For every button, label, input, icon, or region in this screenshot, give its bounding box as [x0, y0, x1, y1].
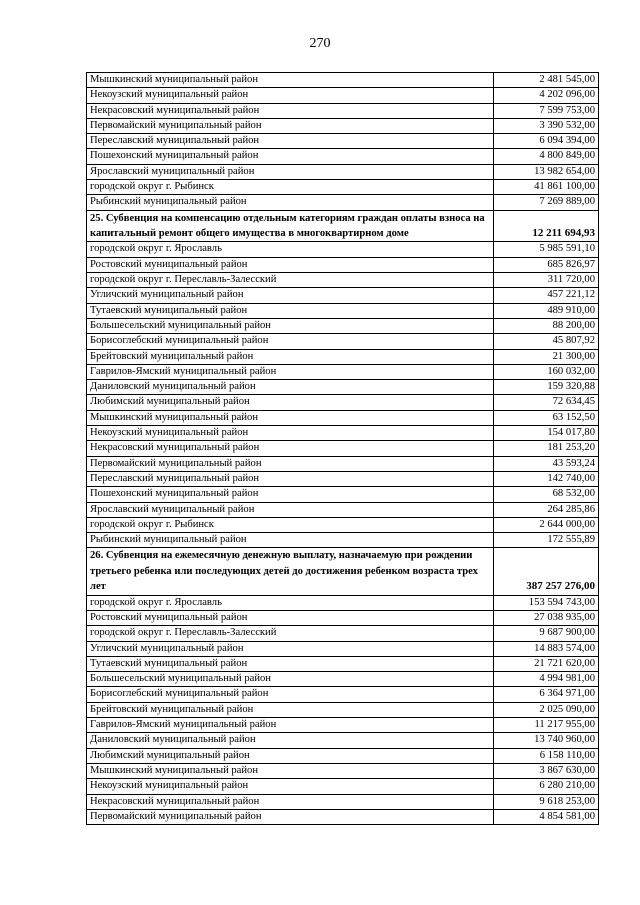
table-row: [87, 349, 599, 364]
amount-cell: 27 038 935,00: [494, 610, 599, 625]
table-row: [87, 471, 599, 486]
municipality-name: Рыбинский муниципальный район: [87, 533, 494, 548]
table-row: [87, 702, 599, 717]
table-row: [87, 180, 599, 195]
amount-cell: 154 017,80: [494, 426, 599, 441]
amount-cell: 4 800 849,00: [494, 149, 599, 164]
amount-cell: 489 910,00: [494, 303, 599, 318]
section-total: 12 211 694,93: [494, 210, 599, 242]
table-row: [87, 441, 599, 456]
municipality-name: Мышкинский муниципальный район: [87, 410, 494, 425]
amount-cell: 21 300,00: [494, 349, 599, 364]
table-row: [87, 334, 599, 349]
amount-cell: 9 687 900,00: [494, 626, 599, 641]
amount-cell: 7 599 753,00: [494, 103, 599, 118]
table-row: [87, 641, 599, 656]
municipality-name: Первомайский муниципальный район: [87, 456, 494, 471]
municipality-name: Переславский муниципальный район: [87, 471, 494, 486]
table-row: [87, 242, 599, 257]
table-row: [87, 533, 599, 548]
municipality-name: Брейтовский муниципальный район: [87, 702, 494, 717]
amount-cell: 160 032,00: [494, 364, 599, 379]
amount-cell: 4 854 581,00: [494, 809, 599, 824]
amount-cell: 159 320,88: [494, 380, 599, 395]
amount-cell: 181 253,20: [494, 441, 599, 456]
municipality-name: городской округ г. Переславль-Залесский: [87, 273, 494, 288]
table-row: [87, 118, 599, 133]
municipality-name: Некоузский муниципальный район: [87, 779, 494, 794]
table-row: [87, 195, 599, 210]
amount-cell: 6 158 110,00: [494, 748, 599, 763]
table-row: [87, 303, 599, 318]
municipality-name: городской округ г. Переславль-Залесский: [87, 626, 494, 641]
amount-cell: 2 025 090,00: [494, 702, 599, 717]
municipality-name: Первомайский муниципальный район: [87, 809, 494, 824]
table-row: [87, 718, 599, 733]
table-row: [87, 610, 599, 625]
table-row: [87, 595, 599, 610]
table-row: [87, 73, 599, 88]
municipality-name: Даниловский муниципальный район: [87, 733, 494, 748]
municipality-name: Любимский муниципальный район: [87, 748, 494, 763]
budget-table-body: [87, 73, 599, 825]
municipality-name: Мышкинский муниципальный район: [87, 73, 494, 88]
table-row: [87, 687, 599, 702]
table-row: [87, 149, 599, 164]
municipality-name: Ростовский муниципальный район: [87, 257, 494, 272]
amount-cell: 5 985 591,10: [494, 242, 599, 257]
municipality-name: Некрасовский муниципальный район: [87, 103, 494, 118]
amount-cell: 21 721 620,00: [494, 656, 599, 671]
table-row: [87, 809, 599, 824]
table-row: [87, 318, 599, 333]
amount-cell: 4 202 096,00: [494, 88, 599, 103]
amount-cell: 6 364 971,00: [494, 687, 599, 702]
table-row: [87, 626, 599, 641]
table-row: [87, 502, 599, 517]
table-row: [87, 763, 599, 778]
table-row: [87, 656, 599, 671]
amount-cell: 264 285,86: [494, 502, 599, 517]
municipality-name: Даниловский муниципальный район: [87, 380, 494, 395]
municipality-name: Мышкинский муниципальный район: [87, 763, 494, 778]
municipality-name: Гаврилов-Ямский муниципальный район: [87, 718, 494, 733]
amount-cell: 72 634,45: [494, 395, 599, 410]
table-row: [87, 88, 599, 103]
municipality-name: Гаврилов-Ямский муниципальный район: [87, 364, 494, 379]
municipality-name: Тутаевский муниципальный район: [87, 656, 494, 671]
section-title: 26. Субвенция на ежемесячную денежную выплату, назначаемую при рождении третьего ребенка или последующих детей до достижения ребенком возраста трех лет: [87, 548, 494, 595]
page-number: 270: [309, 36, 331, 51]
table-row: [87, 257, 599, 272]
amount-cell: 68 532,00: [494, 487, 599, 502]
table-row: [87, 779, 599, 794]
municipality-name: Первомайский муниципальный район: [87, 118, 494, 133]
section-header-row: [87, 548, 599, 595]
table-row: [87, 748, 599, 763]
amount-cell: 2 481 545,00: [494, 73, 599, 88]
table-row: [87, 134, 599, 149]
amount-cell: 142 740,00: [494, 471, 599, 486]
amount-cell: 2 644 000,00: [494, 517, 599, 532]
amount-cell: 6 094 394,00: [494, 134, 599, 149]
municipality-name: городской округ г. Рыбинск: [87, 517, 494, 532]
amount-cell: 153 594 743,00: [494, 595, 599, 610]
amount-cell: 11 217 955,00: [494, 718, 599, 733]
amount-cell: 172 555,89: [494, 533, 599, 548]
section-header-row: [87, 210, 599, 242]
amount-cell: 43 593,24: [494, 456, 599, 471]
table-row: [87, 733, 599, 748]
amount-cell: 41 861 100,00: [494, 180, 599, 195]
municipality-name: Ярославский муниципальный район: [87, 502, 494, 517]
municipality-name: Большесельский муниципальный район: [87, 672, 494, 687]
amount-cell: 6 280 210,00: [494, 779, 599, 794]
municipality-name: Некрасовский муниципальный район: [87, 794, 494, 809]
amount-cell: 14 883 574,00: [494, 641, 599, 656]
section-total: 387 257 276,00: [494, 548, 599, 595]
municipality-name: Пошехонский муниципальный район: [87, 149, 494, 164]
amount-cell: 88 200,00: [494, 318, 599, 333]
municipality-name: Брейтовский муниципальный район: [87, 349, 494, 364]
municipality-name: Большесельский муниципальный район: [87, 318, 494, 333]
table-row: [87, 517, 599, 532]
municipality-name: Пошехонский муниципальный район: [87, 487, 494, 502]
amount-cell: 3 867 630,00: [494, 763, 599, 778]
table-row: [87, 487, 599, 502]
municipality-name: городской округ г. Рыбинск: [87, 180, 494, 195]
amount-cell: 13 740 960,00: [494, 733, 599, 748]
municipality-name: городской округ г. Ярославль: [87, 595, 494, 610]
municipality-name: Рыбинский муниципальный район: [87, 195, 494, 210]
table-row: [87, 164, 599, 179]
table-row: [87, 410, 599, 425]
amount-cell: 9 618 253,00: [494, 794, 599, 809]
table-row: [87, 288, 599, 303]
municipality-name: городской округ г. Ярославль: [87, 242, 494, 257]
municipality-name: Некрасовский муниципальный район: [87, 441, 494, 456]
amount-cell: 685 826,97: [494, 257, 599, 272]
table-row: [87, 364, 599, 379]
table-row: [87, 426, 599, 441]
municipality-name: Некоузский муниципальный район: [87, 88, 494, 103]
table-row: [87, 794, 599, 809]
municipality-name: Угличский муниципальный район: [87, 288, 494, 303]
amount-cell: 63 152,50: [494, 410, 599, 425]
municipality-name: Некоузский муниципальный район: [87, 426, 494, 441]
table-row: [87, 380, 599, 395]
section-title: 25. Субвенция на компенсацию отдельным категориям граждан оплаты взноса на капитальный ремонт общего имущества в многоквартирном доме: [87, 210, 494, 242]
table-row: [87, 672, 599, 687]
budget-table: [86, 72, 599, 825]
municipality-name: Борисоглебский муниципальный район: [87, 687, 494, 702]
amount-cell: 457 221,12: [494, 288, 599, 303]
amount-cell: 4 994 981,00: [494, 672, 599, 687]
amount-cell: 45 807,92: [494, 334, 599, 349]
municipality-name: Любимский муниципальный район: [87, 395, 494, 410]
municipality-name: Ростовский муниципальный район: [87, 610, 494, 625]
table-row: [87, 395, 599, 410]
municipality-name: Борисоглебский муниципальный район: [87, 334, 494, 349]
table-row: [87, 456, 599, 471]
amount-cell: 3 390 532,00: [494, 118, 599, 133]
municipality-name: Ярославский муниципальный район: [87, 164, 494, 179]
amount-cell: 7 269 889,00: [494, 195, 599, 210]
amount-cell: 311 720,00: [494, 273, 599, 288]
municipality-name: Тутаевский муниципальный район: [87, 303, 494, 318]
municipality-name: Угличский муниципальный район: [87, 641, 494, 656]
table-row: [87, 273, 599, 288]
municipality-name: Переславский муниципальный район: [87, 134, 494, 149]
table-row: [87, 103, 599, 118]
amount-cell: 13 982 654,00: [494, 164, 599, 179]
